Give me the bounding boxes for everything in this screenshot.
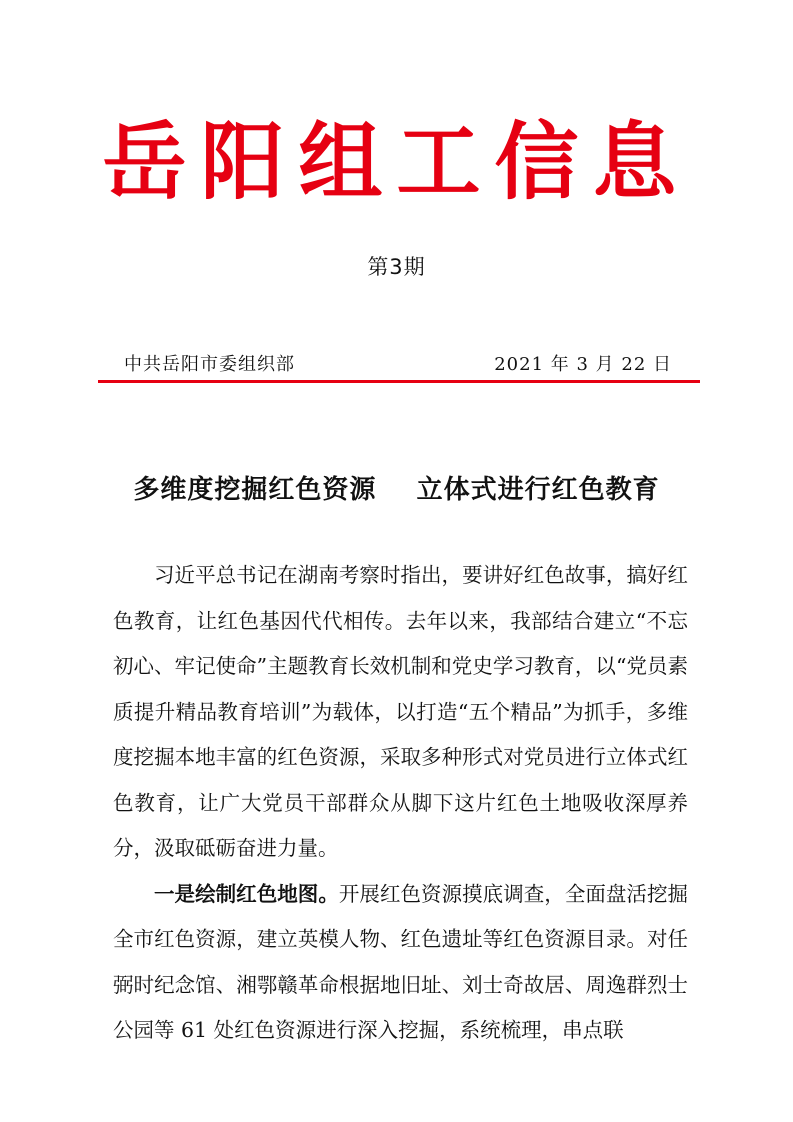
article-body [113, 553, 688, 1054]
paragraph-red-map [113, 872, 688, 1054]
paragraph-red-map-text: 开展红色资源摸底调查，全面盘活挖掘全市红色资源，建立英模人物、红色遗址等红色资源目录。对任弼时纪念馆、湘鄂赣革命根据地旧址、刘士奇故居、周逸群烈士公园等 61 处红色资源进行深入挖掘，系统梳理，串点联 [113, 881, 689, 1042]
issue-number: 第3期 [367, 255, 426, 279]
publisher-row [110, 350, 692, 380]
paragraph-intro: 习近平总书记在湖南考察时指出，要讲好红色故事，搞好红色教育，让红色基因代代相传。去年以来，我部结合建立“不忘初心、牢记使命”主题教育长效机制和党史学习教育，以“党员素质提升精品教育培训”为载体，以打造“五个精品”为抓手，多维度挖掘本地丰富的红色资源，采取多种形式对党员进行立体式红色教育，让广大党员干部群众从脚下这片红色土地吸收深厚养分，汲取砥砺奋进力量。 [113, 563, 688, 860]
article-title: 多维度挖掘红色资源 立体式进行红色教育 [133, 475, 660, 505]
publisher-name: 中共岳阳市委组织部 [124, 354, 295, 375]
paragraph-lead-heading: 一是绘制红色地图。 [154, 881, 339, 906]
publication-date: 2021 年 3 月 22 日 [494, 354, 672, 375]
masthead-title: 岳阳组工信息 [102, 112, 691, 211]
red-divider-line [98, 380, 700, 383]
